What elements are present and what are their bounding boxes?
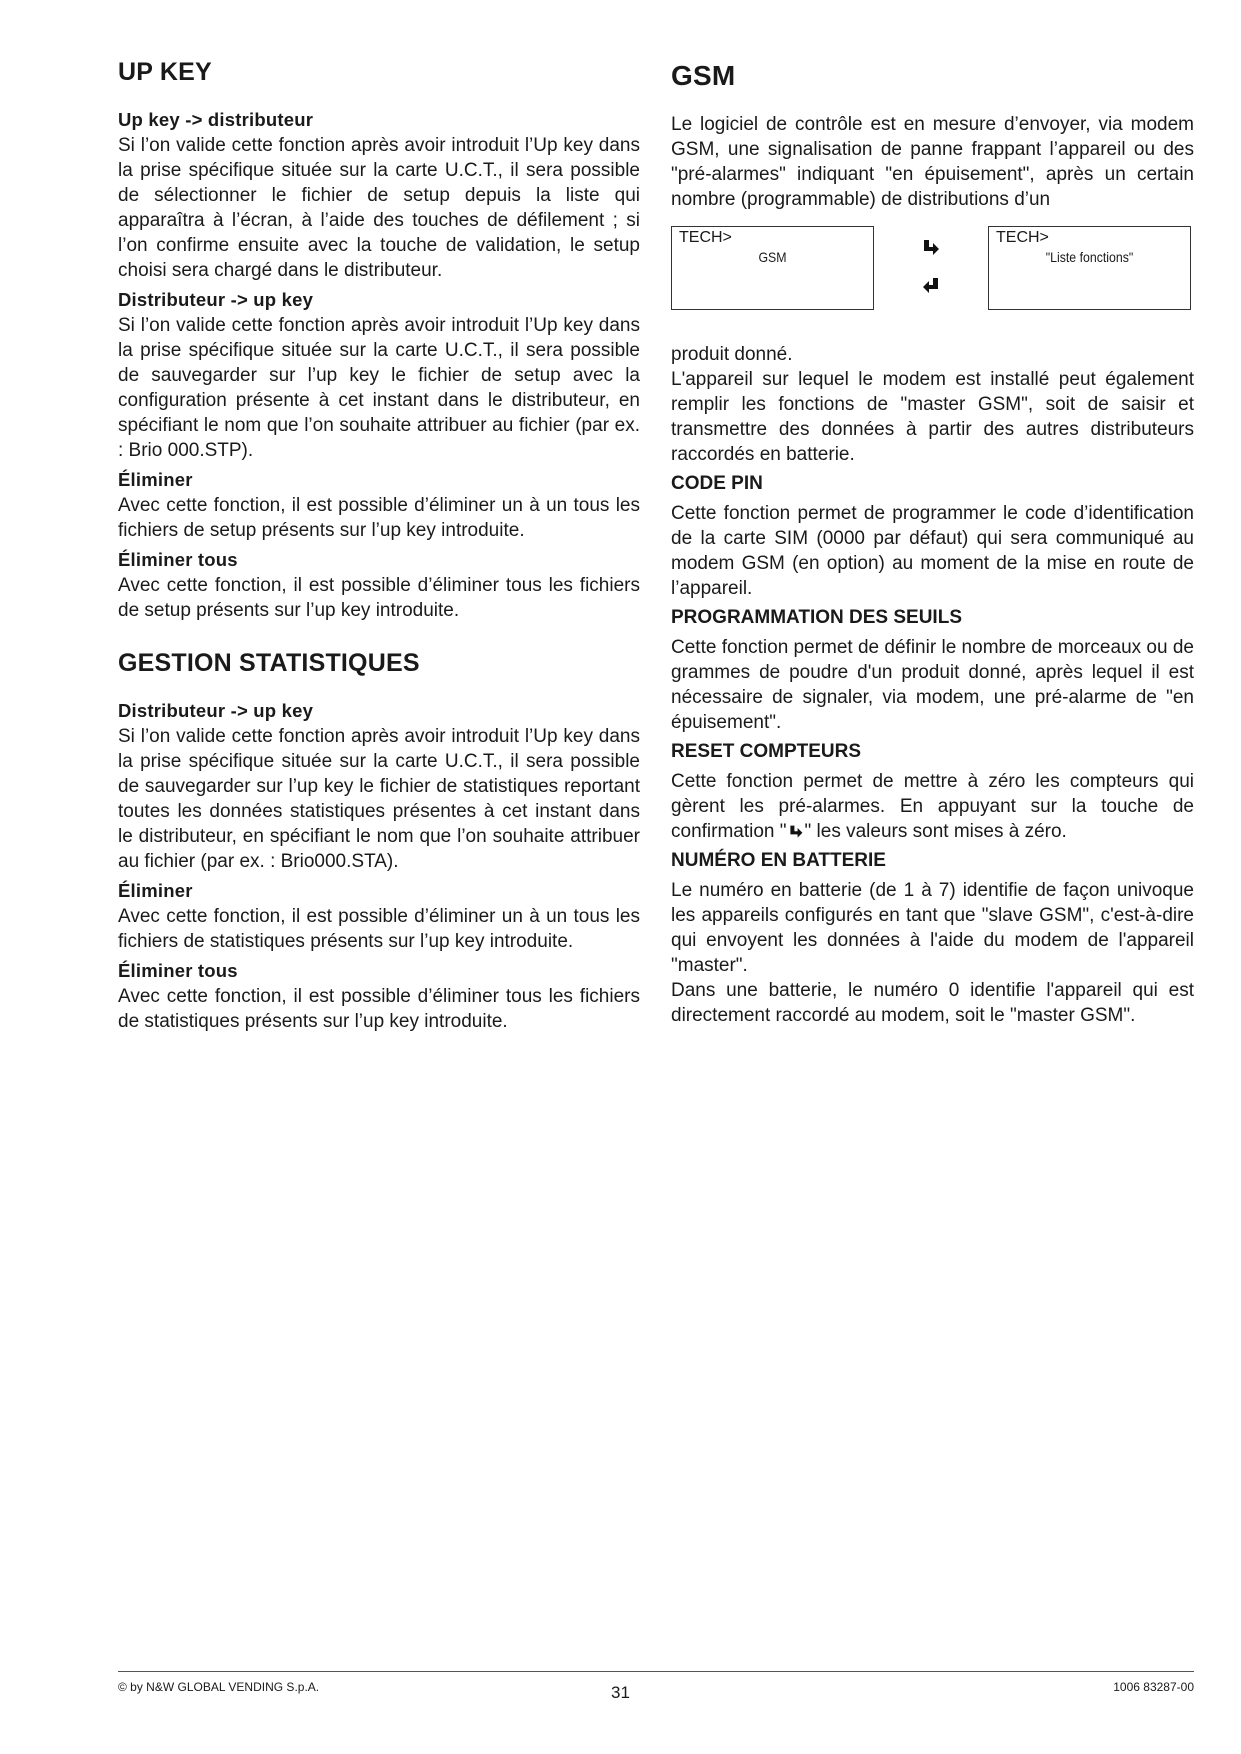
paragraph-gsm-intro: Le logiciel de contrôle est en mesure d’envoyer, via modem GSM, une signalisation de panne frappant l’appareil ou des "pré-alarmes" indiquant "en épuisement", après un certain nombre (programmable) de distributions d’un <box>671 114 1194 210</box>
subheading-upkey-to-distributor: Up key -> distributeur <box>118 109 314 130</box>
subheading-eliminate: Éliminer <box>118 469 193 490</box>
display-screen-gsm <box>671 226 874 310</box>
paragraph-eliminate-all: Avec cette fonction, il est possible d’éliminer tous les fichiers de setup présents sur l’up key introduite. <box>118 575 640 621</box>
section-title-gsm: GSM <box>671 60 736 91</box>
subheading-stat-eliminate: Éliminer <box>118 880 193 901</box>
subheading-eliminate-all: Éliminer tous <box>118 549 238 570</box>
subheading-stat-distributor-to-upkey: Distributeur -> up key <box>118 700 314 721</box>
screen-text: GSM <box>758 249 787 265</box>
paragraph-battery-number: Le numéro en batterie (de 1 à 7) identifie de façon univoque les appareils configurés en tant que "slave GSM", c'est-à-dire qui envoyent les données à l'aide du modem de l'appareil "master". <box>671 880 1194 976</box>
reset-text-part-b: " les valeurs sont mises à zéro. <box>804 821 1067 842</box>
paragraph-stat-eliminate: Avec cette fonction, il est possible d’éliminer un à un tous les fichiers de statistiques présents sur l’up key introduite. <box>118 906 640 952</box>
paragraph-upkey-to-distributor: Si l’on valide cette fonction après avoir introduit l’Up key dans la prise spécifique située sur la carte U.C.T., il sera possible de sélectionner le fichier de setup depuis la liste qui apparaîtra à l’écran, à l’aide des touches de défilement ; si l’on confirme ensuite avec la touche de validation, le setup choisi sera chargé dans le distributeur. <box>118 135 640 281</box>
subheading-code-pin: CODE PIN <box>671 473 763 494</box>
paragraph-thresholds: Cette fonction permet de définir le nombre de morceaux ou de grammes de poudre d'un produit donné, après lequel il est nécessaire de signaler, via modem, une pré-alarme de "en épuisement". <box>671 637 1194 733</box>
subheading-thresholds: PROGRAMMATION DES SEUILS <box>671 607 962 628</box>
section-title-statistics: GESTION STATISTIQUES <box>118 649 420 677</box>
paragraph-stat-distributor-to-upkey: Si l’on valide cette fonction après avoir introduit l’Up key dans la prise spécifique située sur la carte U.C.T., il sera possible de sauvegarder sur l’up key le fichier de statistiques reportant toutes les données statistiques présentes à cet instant dans le distributeur, en spécifiant le nom que l’on souhaite attribuer au fichier (par ex. : Brio000.STA). <box>118 726 640 872</box>
paragraph-eliminate: Avec cette fonction, il est possible d’éliminer un à un tous les fichiers de setup présents sur l’up key introduite. <box>118 495 640 541</box>
menu-screen-diagram <box>671 226 1194 314</box>
enter-arrow-icon <box>921 238 941 258</box>
display-screen-function-list <box>988 226 1191 310</box>
subheading-stat-eliminate-all: Éliminer tous <box>118 960 238 981</box>
paragraph-gsm-intro-continued: produit donné. <box>671 344 793 365</box>
left-column <box>118 58 640 1040</box>
document-code: 1006 83287-00 <box>1113 1680 1194 1694</box>
subheading-reset-counters: RESET COMPTEURS <box>671 741 862 762</box>
enter-arrow-icon <box>787 824 805 840</box>
footer-divider <box>118 1671 1194 1672</box>
right-column <box>671 58 1194 1034</box>
back-arrow-icon <box>921 276 941 296</box>
paragraph-distributor-to-upkey: Si l’on valide cette fonction après avoir introduit l’Up key dans la prise spécifique située sur la carte U.C.T., il sera possible de sauvegarder sur l’up key le fichier de setup avec la configuration présente à cet instant dans le distributeur, en spécifiant le nom que l’on souhaite attribuer au fichier (par ex. : Brio 000.STP). <box>118 315 640 461</box>
paragraph-reset-counters <box>671 769 1194 844</box>
page-number: 31 <box>611 1683 630 1702</box>
screen-title: TECH> <box>679 229 732 246</box>
subheading-distributor-to-upkey: Distributeur -> up key <box>118 289 314 310</box>
paragraph-code-pin: Cette fonction permet de programmer le code d’identification de la carte SIM (0000 par défaut) qui sera communiqué au modem GSM (en option) au moment de la mise en route de l’appareil. <box>671 503 1194 599</box>
reset-text-part-a: Cette fonction permet de mettre à zéro les compteurs qui gèrent les pré-alarmes. En appuyant sur la touche de confirmation " <box>671 771 1194 842</box>
screen-text: "Liste fonctions" <box>1045 249 1134 265</box>
paragraph-stat-eliminate-all: Avec cette fonction, il est possible d’éliminer tous les fichiers de statistiques présents sur l’up key introduite. <box>118 986 640 1032</box>
paragraph-battery-master: Dans une batterie, le numéro 0 identifie l'appareil qui est directement raccordé au modem, soit le "master GSM". <box>671 980 1194 1026</box>
section-title-up-key: UP KEY <box>118 58 212 86</box>
screen-title: TECH> <box>996 229 1049 246</box>
paragraph-master-gsm: L'appareil sur lequel le modem est installé peut également remplir les fonctions de "master GSM", soit de saisir et transmettre des données à partir des autres distributeurs raccordés en batterie. <box>671 369 1194 465</box>
subheading-battery-number: NUMÉRO EN BATTERIE <box>671 850 886 871</box>
footer-copyright: © by N&W GLOBAL VENDING S.p.A. <box>118 1680 320 1694</box>
